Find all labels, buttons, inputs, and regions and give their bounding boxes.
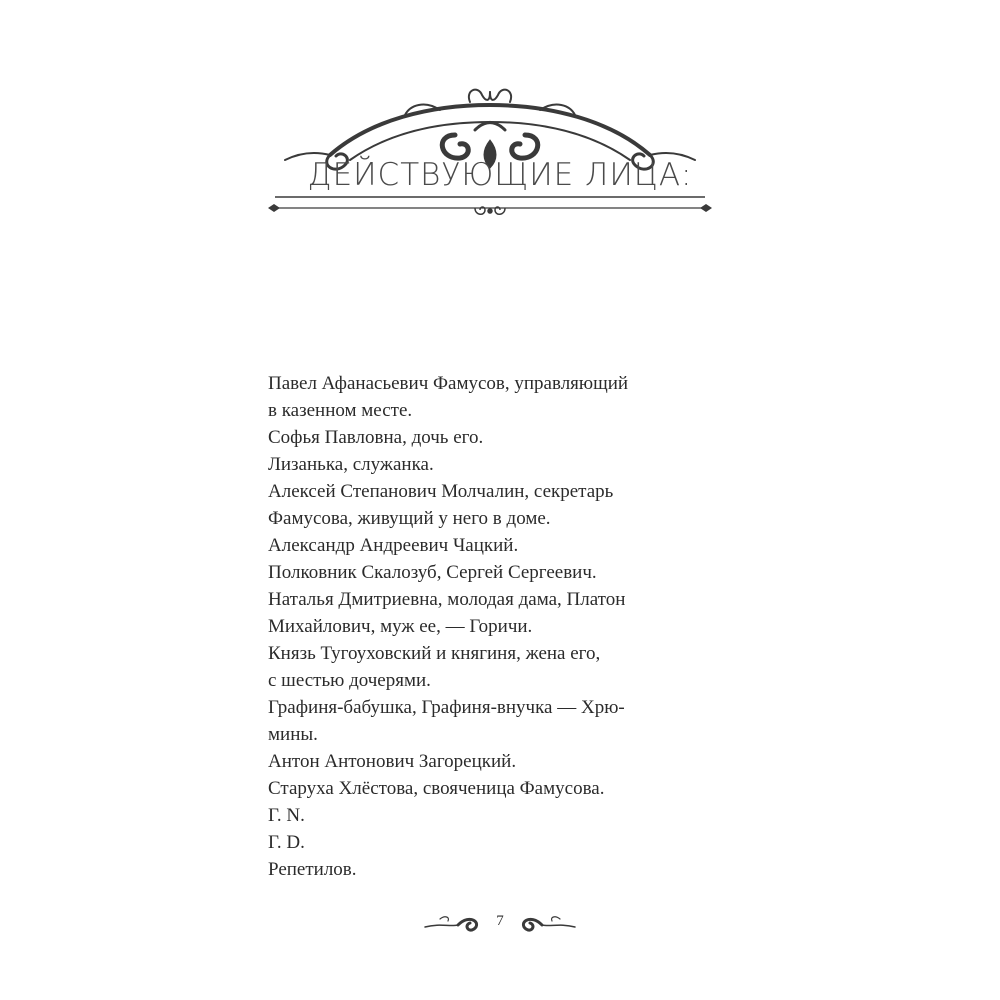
- list-item: Наталья Дмитриевна, молодая дама, Платон: [268, 589, 626, 610]
- list-item: Репетилов.: [268, 859, 357, 880]
- list-item: Антон Антонович Загорецкий.: [268, 751, 517, 772]
- list-item: Лизанька, служанка.: [268, 454, 434, 475]
- list-item: Князь Тугоуховский и княгиня, жена его,: [268, 643, 601, 664]
- list-item: Полковник Скалозуб, Сергей Сергеевич.: [268, 562, 597, 583]
- list-item: Михайлович, муж ее, — Горичи.: [268, 616, 533, 637]
- list-item: Г. N.: [268, 805, 305, 826]
- list-item: в казенном месте.: [268, 400, 413, 421]
- list-item: с шестью дочерями.: [268, 670, 431, 691]
- list-item: мины.: [268, 724, 318, 745]
- list-item: Г. D.: [268, 832, 305, 853]
- list-item: Алексей Степанович Молчалин, секретарь: [268, 481, 614, 502]
- list-item: Александр Андреевич Чацкий.: [268, 535, 519, 556]
- page-title: ДЕЙСТВУЮЩИЕ ЛИЦА:: [307, 157, 693, 193]
- list-item: Софья Павловна, дочь его.: [268, 427, 484, 448]
- list-item: Павел Афанасьевич Фамусов, управляющий: [268, 373, 629, 394]
- list-item: Графиня-бабушка, Графиня-внучка — Хрю-: [268, 697, 625, 718]
- list-item: Фамусова, живущий у него в доме.: [268, 508, 551, 529]
- cast-list: [268, 370, 718, 883]
- list-item: Старуха Хлёстова, свояченица Фамусова.: [268, 778, 605, 799]
- page-number: 7: [496, 913, 504, 929]
